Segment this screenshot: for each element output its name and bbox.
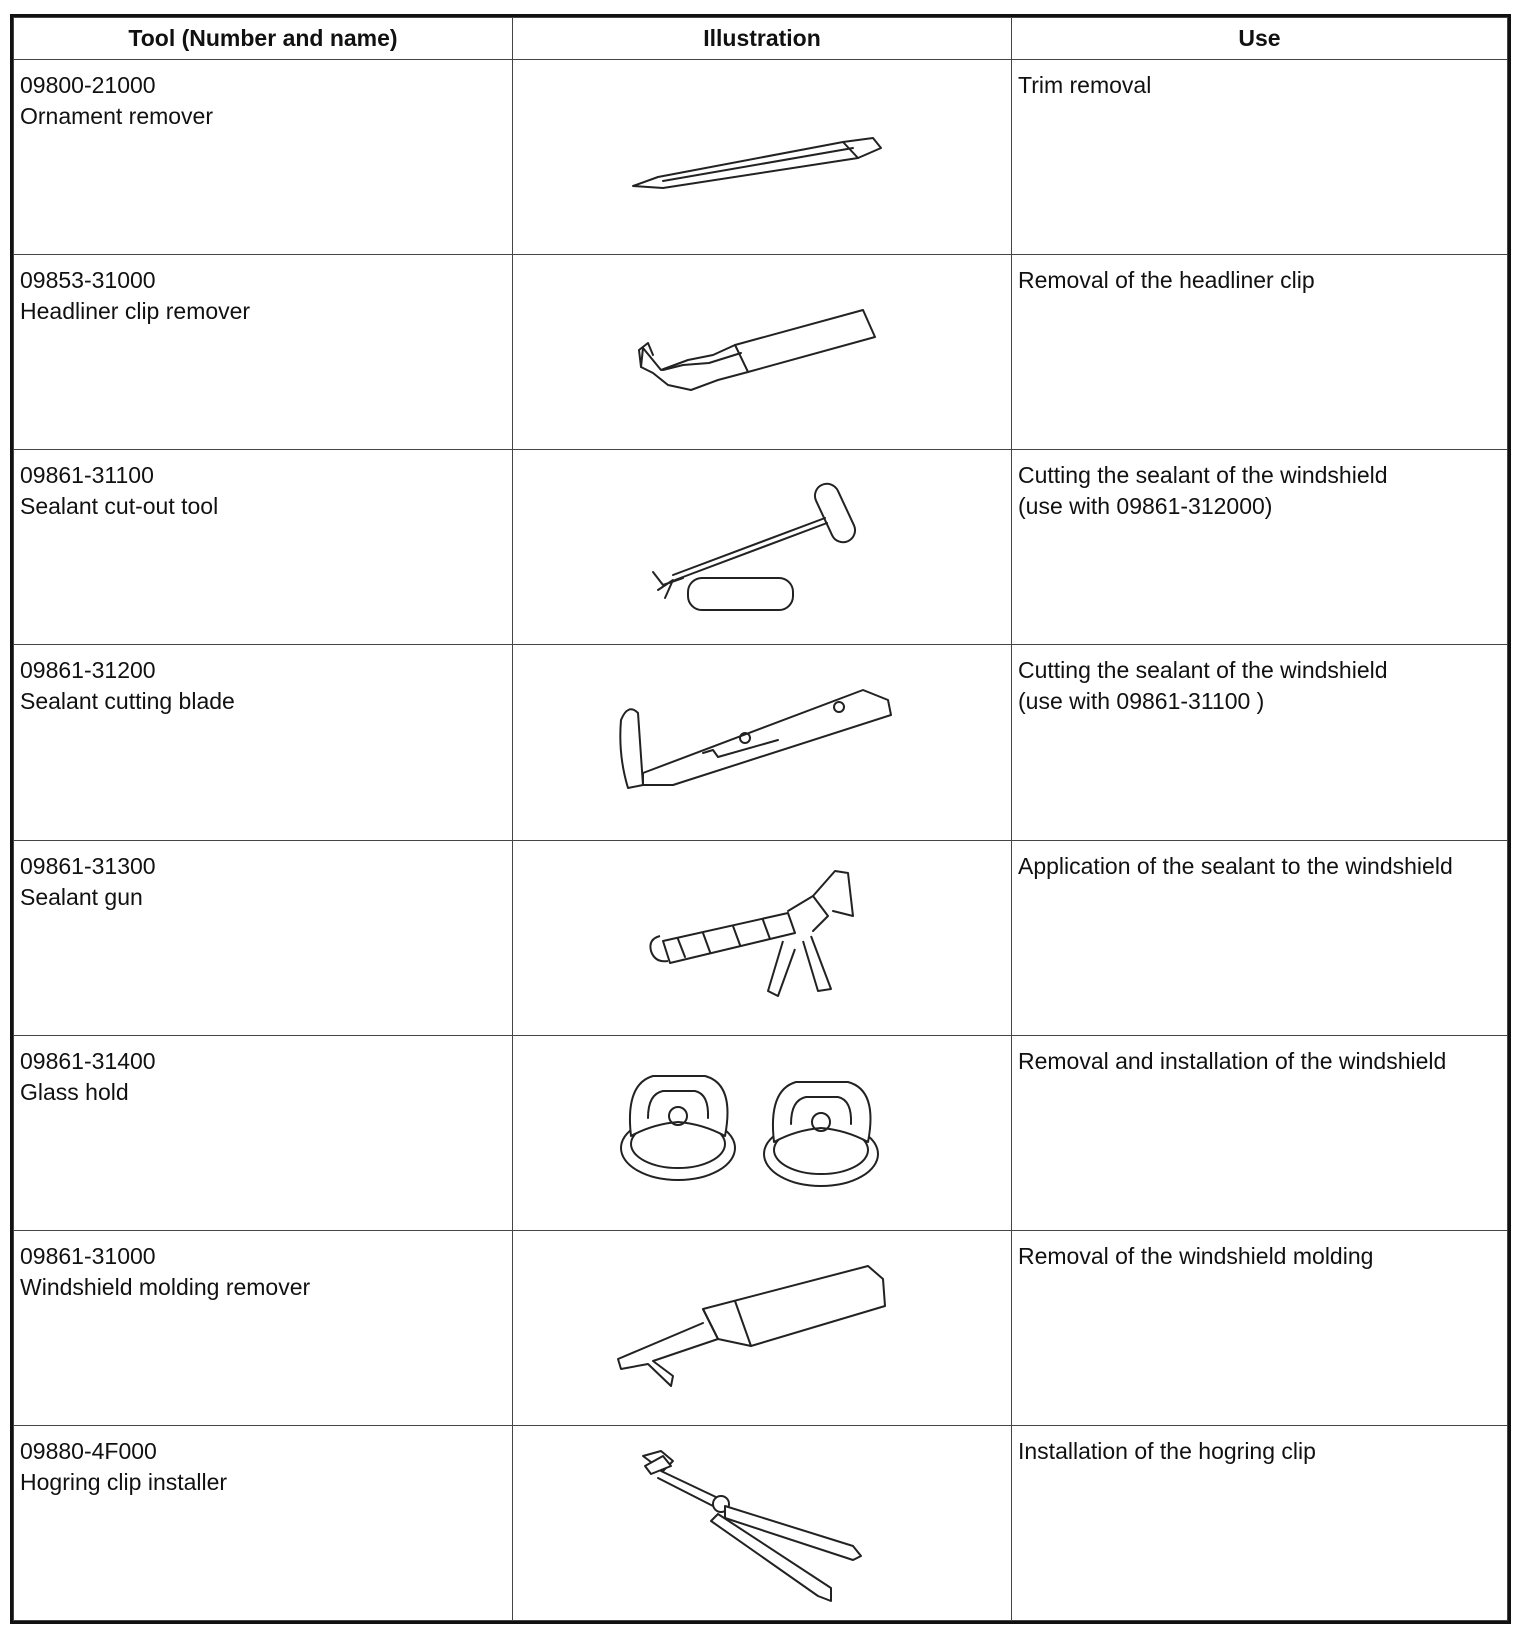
table-row [14, 645, 1508, 840]
tool-cell [14, 60, 513, 255]
tool-cell [14, 1035, 513, 1230]
tool-number: 09861-31400 [20, 1047, 156, 1074]
tool-number: 09861-31300 [20, 852, 156, 879]
use-cell [1012, 1425, 1508, 1620]
sealant-gun-icon [513, 841, 1010, 1034]
header-tool: Tool (Number and name) [14, 18, 513, 60]
use-cell [1012, 1035, 1508, 1230]
use-line: Installation of the hogring clip [1018, 1437, 1316, 1464]
tool-name: Windshield molding remover [20, 1273, 311, 1300]
use-line: Removal of the windshield molding [1018, 1242, 1374, 1269]
illustration-cell [513, 1035, 1012, 1230]
use-line: (use with 09861-31100 ) [1018, 688, 1265, 715]
use-cell [1012, 255, 1508, 450]
tool-number: 09861-31100 [20, 462, 154, 489]
illustration-cell [513, 1230, 1012, 1425]
use-line: (use with 09861-312000) [1018, 493, 1273, 520]
use-cell [1012, 60, 1508, 255]
use-cell [1012, 840, 1508, 1035]
illustration-cell [513, 1425, 1012, 1620]
glass-hold-icon [513, 1036, 1010, 1229]
headliner-clip-remover-icon [513, 255, 1010, 448]
tool-number: 09853-31000 [20, 267, 156, 294]
tool-cell [14, 1425, 513, 1620]
tool-cell [14, 450, 513, 645]
use-cell [1012, 1230, 1508, 1425]
tool-number: 09880-4F000 [20, 1437, 157, 1464]
table-row [14, 255, 1508, 450]
use-line: Removal of the headliner clip [1018, 267, 1315, 294]
tool-name: Sealant cut-out tool [20, 493, 219, 520]
table-row [14, 60, 1508, 255]
windshield-molding-remover-icon [513, 1231, 1010, 1424]
use-line: Trim removal [1018, 72, 1152, 98]
tool-cell [14, 1230, 513, 1425]
special-tools-table [13, 17, 1508, 1621]
table-row [14, 1425, 1508, 1620]
use-line: Cutting the sealant of the windshield [1018, 657, 1388, 684]
use-line: Removal and installation of the windshield [1018, 1047, 1447, 1074]
illustration-cell [513, 645, 1012, 840]
tool-number: 09861-31000 [20, 1242, 156, 1269]
use-line: Application of the sealant to the windshield [1018, 852, 1453, 879]
header-illustration: Illustration [513, 18, 1012, 60]
illustration-cell [513, 450, 1012, 645]
table-row [14, 840, 1508, 1035]
illustration-cell [513, 255, 1012, 450]
tool-name: Ornament remover [20, 103, 214, 129]
ornament-remover-icon [513, 60, 1010, 253]
table-header-row [14, 18, 1508, 60]
table-row [14, 450, 1508, 645]
table-row [14, 1035, 1508, 1230]
tool-number: 09800-21000 [20, 72, 156, 98]
table-row [14, 1230, 1508, 1425]
tool-name: Glass hold [20, 1078, 129, 1105]
illustration-cell [513, 60, 1012, 255]
tool-cell [14, 840, 513, 1035]
tool-number: 09861-31200 [20, 657, 156, 684]
tool-cell [14, 255, 513, 450]
use-line: Cutting the sealant of the windshield [1018, 462, 1388, 489]
tool-name: Hogring clip installer [20, 1468, 228, 1495]
header-use: Use [1012, 18, 1508, 60]
use-cell [1012, 450, 1508, 645]
sealant-cut-out-tool-icon [513, 450, 1010, 643]
use-cell [1012, 645, 1508, 840]
sealant-cutting-blade-icon [513, 645, 1010, 838]
tool-cell [14, 645, 513, 840]
tool-name: Sealant gun [20, 883, 143, 910]
hogring-clip-installer-icon [513, 1426, 1010, 1619]
tool-name: Sealant cutting blade [20, 688, 235, 715]
illustration-cell [513, 840, 1012, 1035]
tool-name: Headliner clip remover [20, 298, 251, 325]
special-tools-sheet [10, 14, 1511, 1624]
